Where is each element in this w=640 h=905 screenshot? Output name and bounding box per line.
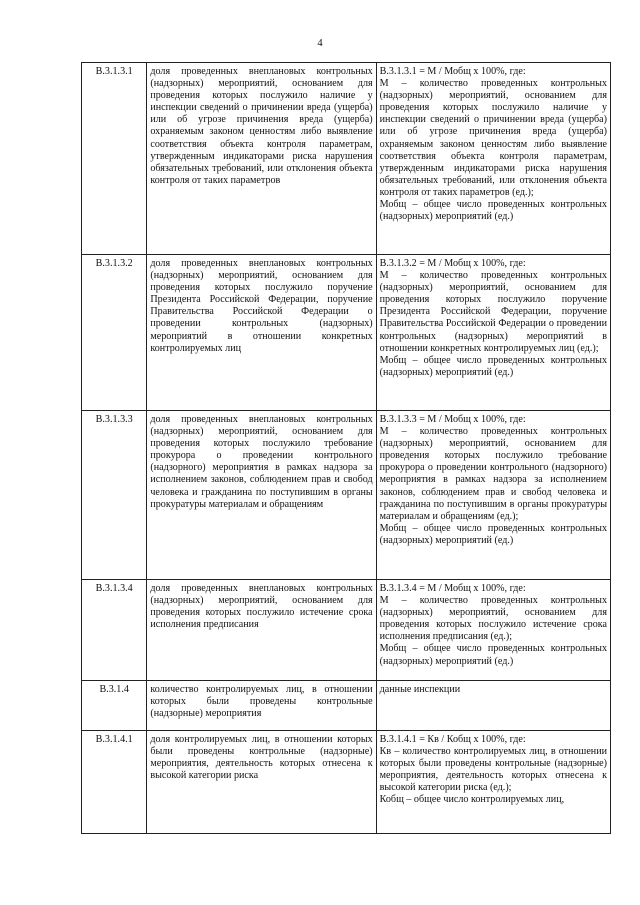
row-formula (376, 731, 610, 834)
row-formula (376, 255, 610, 411)
formula-line: данные инспекции (379, 684, 461, 695)
table-row (82, 681, 611, 731)
row-code: В.3.1.3.2 (82, 255, 147, 411)
indicators-table (81, 62, 611, 834)
row-code: В.3.1.3.4 (82, 580, 147, 681)
formula-line: В.3.1.3.4 = М / Мобщ х 100%, где: (379, 583, 526, 594)
table-row (82, 63, 611, 255)
row-name: доля проведенных внеплановых контрольных (надзорных) мероприятий, основанием для проведения которых послужило поручение Президента Российской Федерации, поручение Правительства Российской Федерации о проведении контрольных (надзорных) мероприятий в отношении конкретных контролируемых лиц (147, 255, 376, 411)
row-formula (376, 411, 610, 580)
row-code: В.3.1.4.1 (82, 731, 147, 834)
row-name: доля проведенных внеплановых контрольных (надзорных) мероприятий, основанием для проведения которых послужило требование прокурора о проведении контрольного (надзорного) мероприятия в рамках надзора за исполнением законов, соблюдением прав и свобод человека и гражданина по поступившим в органы прокуратуры материалам и обращениям (147, 411, 376, 580)
row-code: В.3.1.4 (82, 681, 147, 731)
formula-line: Мобщ – общее число проведенных контрольных (надзорных) мероприятий (ед.) (379, 643, 607, 667)
formula-line: В.3.1.4.1 = Кв / Кобщ х 100%, где: (379, 734, 526, 745)
table-row (82, 255, 611, 411)
row-name: количество контролируемых лиц, в отношении которых были проведены контрольные (надзорные) мероприятия (147, 681, 376, 731)
formula-line: В.3.1.3.1 = М / Мобщ х 100%, где: (379, 66, 526, 77)
row-formula (376, 580, 610, 681)
formula-line: В.3.1.3.3 = М / Мобщ х 100%, где: (379, 414, 526, 425)
row-name: доля проведенных внеплановых контрольных (надзорных) мероприятий, основанием для проведения которых послужило наличие у инспекции сведений о причинении вреда (ущерба) или об угрозе причинения вреда (ущерба) охраняемым законом ценностям либо выявление соответствия объекта контроля параметрам, утвержденным индикаторами риска нарушения обязательных требований, или отклонения объекта контроля от таких параметров (147, 63, 376, 255)
table-row (82, 411, 611, 580)
row-name: доля контролируемых лиц, в отношении которых были проведены контрольные (надзорные) мероприятия, деятельность которых отнесена к высокой категории риска (147, 731, 376, 834)
table-row (82, 731, 611, 834)
row-formula (376, 681, 610, 731)
formula-line: Мобщ – общее число проведенных контрольных (надзорных) мероприятий (ед.) (379, 354, 607, 378)
table-row (82, 580, 611, 681)
formula-line: М – количество проведенных контрольных (надзорных) мероприятий, основанием для проведения которых послужило поручение Президента Российской Федерации, поручение Правительства Российской Федерации о проведении контрольных (надзорных) мероприятий в отношении конкретных контролируемых лиц (ед.); (379, 270, 607, 354)
formula-line: Мобщ – общее число проведенных контрольных (надзорных) мероприятий (ед.) (379, 199, 607, 223)
formula-line: Кобщ – общее число контролируемых лиц, (379, 794, 565, 806)
formula-line: Мобщ – общее число проведенных контрольных (надзорных) мероприятий (ед.) (379, 522, 607, 546)
formula-line: Кв – количество контролируемых лиц, в отношении которых были проведены контрольные (надзорные) мероприятия, деятельность которых отнесена к высокой категории риска (ед.); (379, 746, 607, 794)
row-formula (376, 63, 610, 255)
formula-line: М – количество проведенных контрольных (надзорных) мероприятий, основанием для проведения которых послужило истечение срока исполнения предписания (ед.); (379, 595, 607, 643)
row-code: В.3.1.3.3 (82, 411, 147, 580)
row-name: доля проведенных внеплановых контрольных (надзорных) мероприятий, основанием для проведения которых послужило истечение срока исполнения предписания (147, 580, 376, 681)
formula-line: М – количество проведенных контрольных (надзорных) мероприятий, основанием для проведения которых послужило наличие у инспекции сведений о причинении вреда (ущерба) или об угрозе причинения вреда (ущерба) охраняемым законом ценностям либо выявление соответствия объекта контроля параметрам, утвержденным индикаторами риска нарушения обязательных требований, или отклонения объекта контроля от таких параметров (ед.); (379, 78, 607, 198)
page-number: 4 (317, 38, 323, 49)
formula-line: В.3.1.3.2 = М / Мобщ х 100%, где: (379, 258, 526, 269)
formula-line: М – количество проведенных контрольных (надзорных) мероприятий, основанием для проведения которых послужило требование прокурора о проведении контрольного (надзорного) мероприятия в рамках надзора за исполнением законов, соблюдением прав и свобод человека и гражданина по поступившим в органы прокуратуры материалам и обращениям (ед.); (379, 426, 607, 522)
row-code: В.3.1.3.1 (82, 63, 147, 255)
